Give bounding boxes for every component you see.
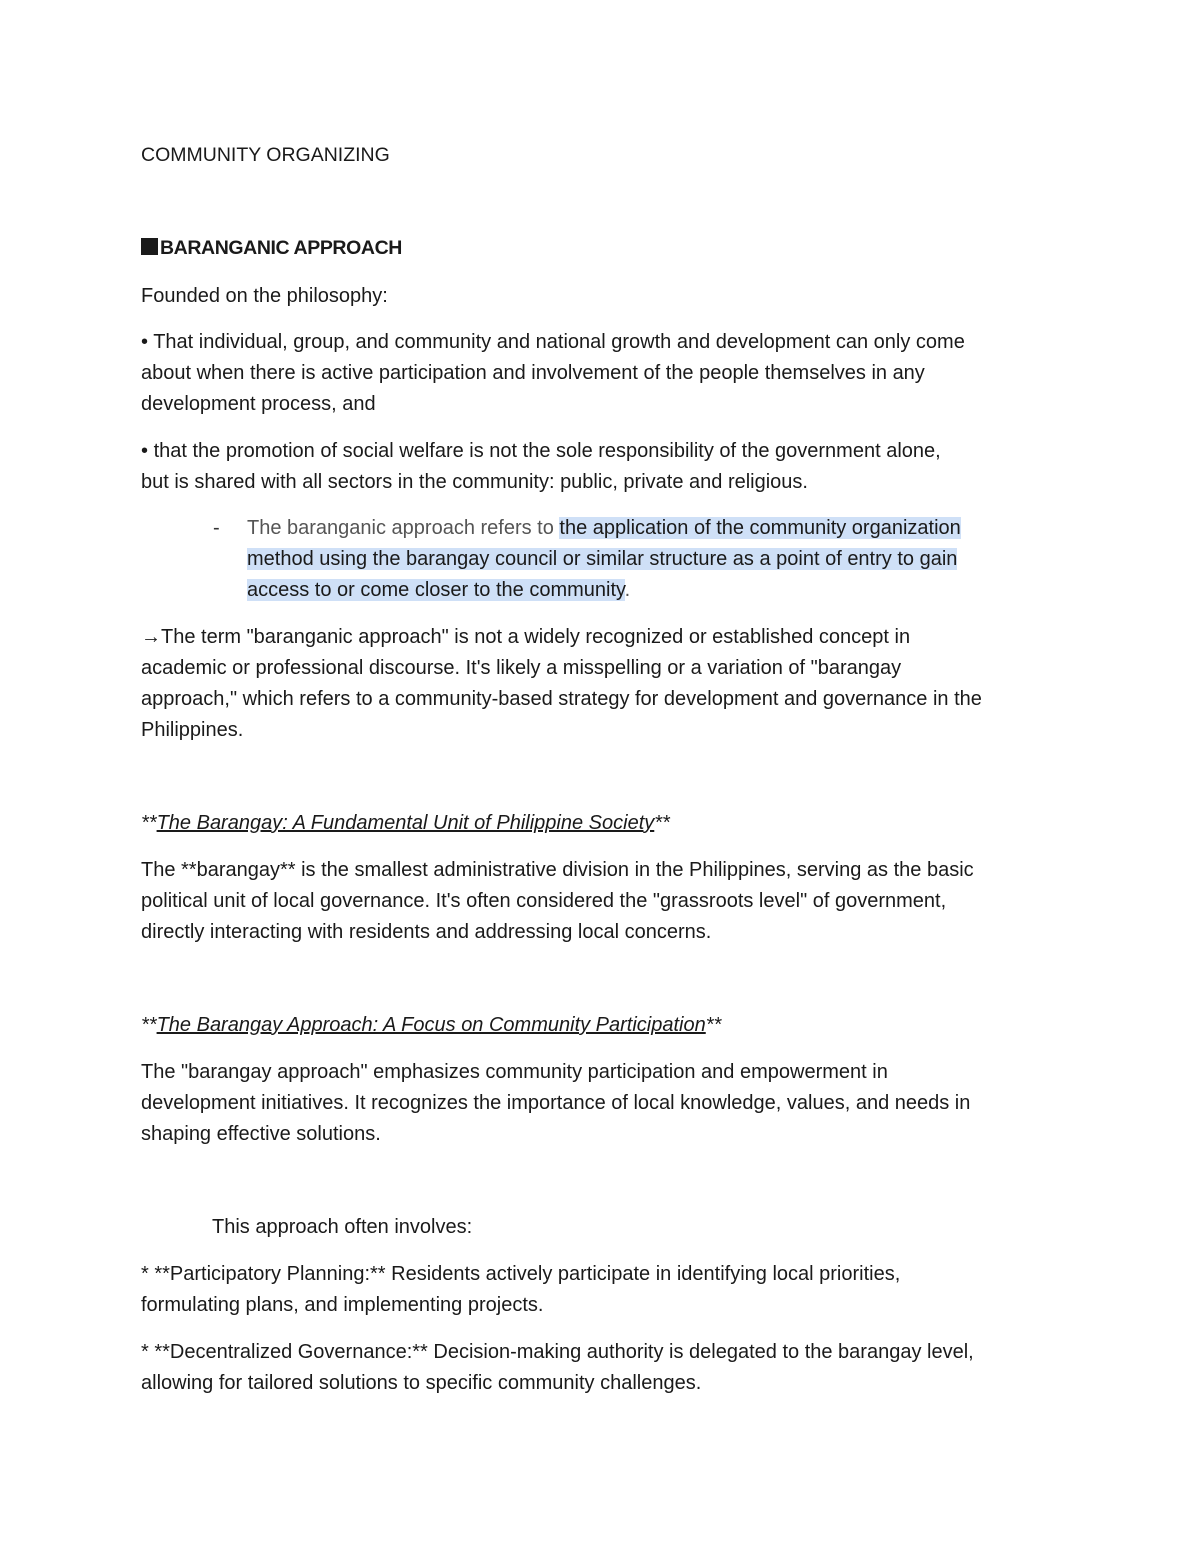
highlighted-text: access to or come closer to the community	[247, 579, 625, 601]
bullet-item-1-line-1: • That individual, group, and community and national growth and development can only come	[141, 331, 965, 353]
note-line-1: →The term "baranganic approach" is not a widely recognized or established concept in	[141, 626, 911, 648]
section-heading-text: The Barangay: A Fundamental Unit of Philippine Society	[156, 812, 655, 834]
section2-body-line-3: directly interacting with residents and addressing local concerns.	[141, 921, 712, 943]
note-line-2: academic or professional discourse. It's likely a misspelling or a variation of "barangay	[141, 657, 902, 679]
section3-body-line-1: The "barangay approach" emphasizes community participation and empowerment in	[141, 1061, 888, 1083]
section3-body-line-3: shaping effective solutions.	[141, 1123, 381, 1145]
sub-item-line-1: The baranganic approach refers to the application of the community organization	[247, 517, 961, 539]
section2-body-line-1: The **barangay** is the smallest administrative division in the Philippines, serving as the basic	[141, 859, 974, 881]
highlighted-text: the application of the community organization	[559, 517, 961, 539]
bullet-item-1-line-2: about when there is active participation and involvement of the people themselves in any	[141, 362, 925, 384]
section-heading-text: BARANGANIC APPROACH	[160, 237, 402, 259]
sub-item-line-2	[247, 544, 957, 575]
section3-body-line-2: development initiatives. It recognizes the importance of local knowledge, values, and needs in	[141, 1092, 971, 1114]
sub-item-line-3: access to or come closer to the community.	[247, 579, 631, 601]
list-item-participatory-line-1: * **Participatory Planning:** Residents actively participate in identifying local priorities,	[141, 1263, 901, 1285]
dash-bullet-icon: -	[213, 517, 220, 539]
highlighted-text: method using the barangay council or similar structure as a point of entry to gain	[247, 548, 958, 570]
section-heading-text: The Barangay Approach: A Focus on Community Participation	[156, 1014, 706, 1036]
intro-text: Founded on the philosophy:	[141, 285, 388, 307]
list-item-decentralized-line-2: allowing for tailored solutions to specific community challenges.	[141, 1372, 702, 1394]
note-line-3: approach," which refers to a community-based strategy for development and governance in the	[141, 688, 982, 710]
bullet-item-2-line-1: • that the promotion of social welfare is not the sole responsibility of the government alone,	[141, 440, 941, 462]
note-line-4: Philippines.	[141, 719, 244, 741]
section2-body-line-2: political unit of local governance. It's often considered the "grassroots level" of government,	[141, 890, 947, 912]
section-heading-barangay-approach: **The Barangay Approach: A Focus on Community Participation**	[141, 1014, 722, 1036]
section-heading-baranganic	[141, 233, 402, 264]
bullet-icon: •	[141, 440, 149, 462]
bullet-item-1-line-3: development process, and	[141, 393, 376, 415]
list-item-decentralized-line-1: * **Decentralized Governance:** Decision-making authority is delegated to the barangay level,	[141, 1341, 974, 1363]
list-item-participatory-line-2: formulating plans, and implementing projects.	[141, 1294, 544, 1316]
section-heading-barangay-unit: **The Barangay: A Fundamental Unit of Philippine Society**	[141, 812, 670, 834]
arrow-right-icon: →	[141, 626, 161, 648]
involves-text: This approach often involves:	[212, 1216, 473, 1238]
document-title: COMMUNITY ORGANIZING	[141, 144, 390, 166]
bullet-item-2-line-2: but is shared with all sectors in the community: public, private and religious.	[141, 471, 808, 493]
bullet-icon: •	[141, 331, 149, 353]
square-bullet-icon	[141, 238, 158, 255]
